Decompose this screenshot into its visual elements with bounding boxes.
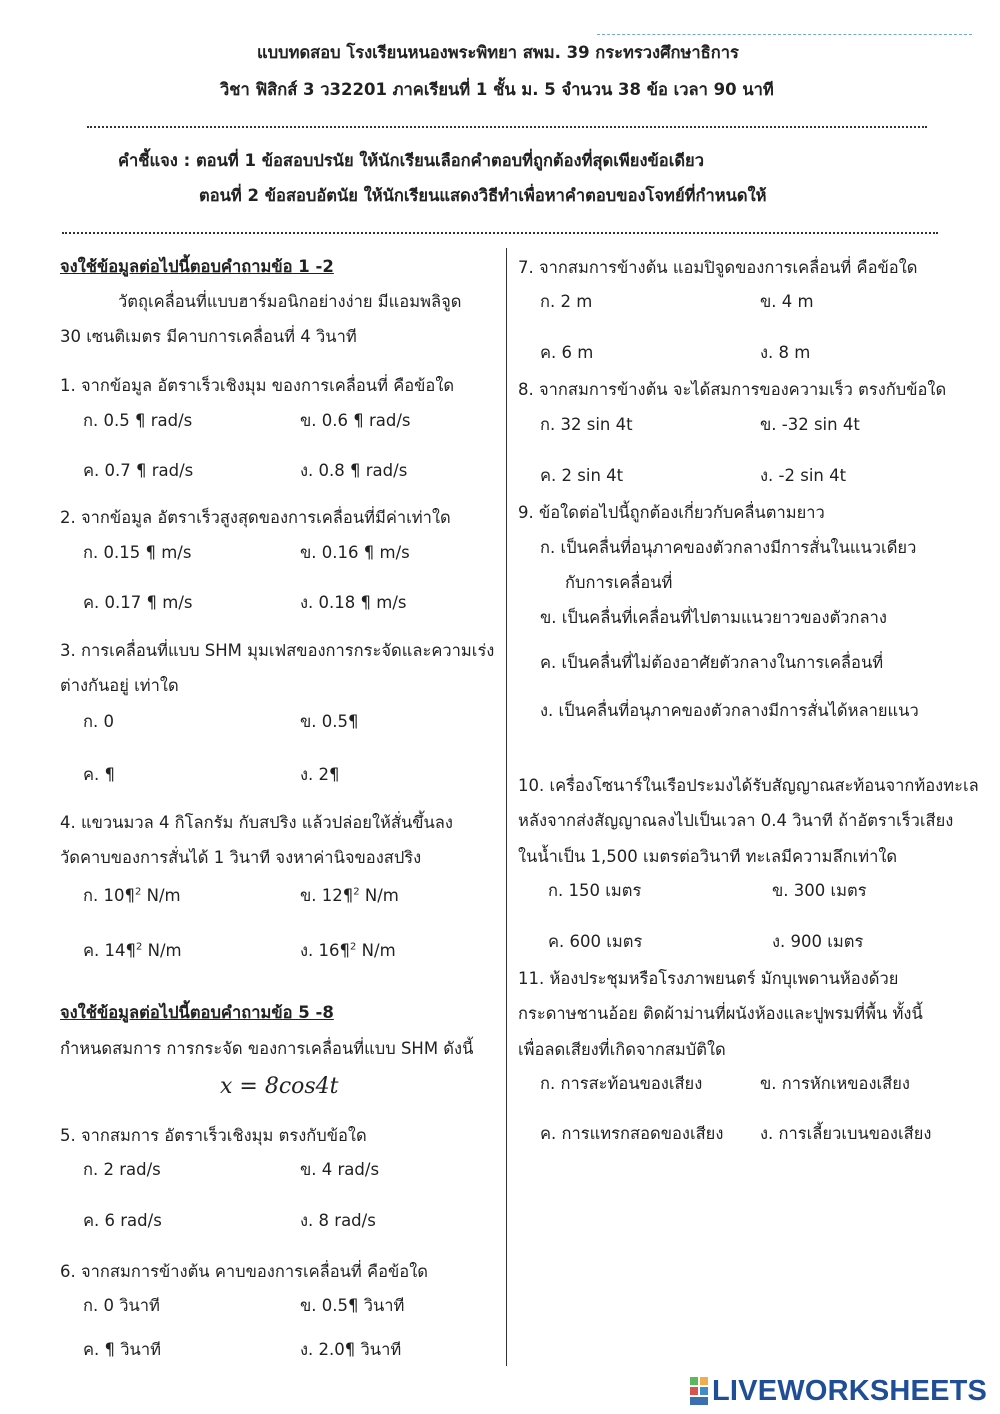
- q7-option-a[interactable]: ก. 2 m: [540, 292, 593, 311]
- section-info-line: 30 เซนติเมตร มีคาบการเคลื่อนที่ 4 วินาที: [60, 327, 357, 346]
- q1-option-a[interactable]: ก. 0.5 ¶ rad/s: [83, 411, 193, 430]
- q2-option-d[interactable]: ง. 0.18 ¶ m/s: [300, 593, 407, 612]
- question-4-cont: วัดคาบของการสั่นได้ 1 วินาที จงหาค่านิจของสปริง: [60, 848, 422, 867]
- question-5: 5. จากสมการ อัตราเร็วเชิงมุม ตรงกับข้อใด: [60, 1126, 367, 1145]
- section-title-1-2: จงใช้ข้อมูลต่อไปนี้ตอบคำถามข้อ 1 -2: [60, 257, 334, 276]
- q10-option-c[interactable]: ค. 600 เมตร: [548, 932, 643, 951]
- q11-option-d[interactable]: ง. การเลี้ยวเบนของเสียง: [760, 1124, 932, 1143]
- top-dashed-line: [597, 34, 972, 35]
- header-title: แบบทดสอบ โรงเรียนหนองพระพิทยา สพม. 39 กระทรวงศึกษาธิการ: [257, 43, 739, 62]
- question-4: 4. แขวนมวล 4 กิโลกรัม กับสปริง แล้วปล่อยให้สั่นขึ้นลง: [60, 813, 453, 832]
- q3-option-a[interactable]: ก. 0: [83, 712, 114, 731]
- q3-option-d[interactable]: ง. 2¶: [300, 765, 340, 784]
- section-title-5-8: จงใช้ข้อมูลต่อไปนี้ตอบคำถามข้อ 5 -8: [60, 1003, 334, 1022]
- q7-option-d[interactable]: ง. 8 m: [760, 343, 811, 362]
- q2-option-a[interactable]: ก. 0.15 ¶ m/s: [83, 543, 192, 562]
- section-info-line: กำหนดสมการ การกระจัด ของการเคลื่อนที่แบบ SHM ดังนี้: [60, 1039, 474, 1058]
- q9-option-d[interactable]: ง. เป็นคลื่นที่อนุภาคของตัวกลางมีการสั่นได้หลายแนว: [540, 701, 919, 720]
- question-7: 7. จากสมการข้างต้น แอมปิจูดของการเคลื่อนที่ คือข้อใด: [518, 258, 918, 277]
- question-3-cont: ต่างกันอยู่ เท่าใด: [60, 676, 179, 695]
- q2-option-b[interactable]: ข. 0.16 ¶ m/s: [300, 543, 410, 562]
- question-10: 10. เครื่องโซนาร์ในเรือประมงได้รับสัญญาณสะท้อนจากท้องทะเล: [518, 776, 979, 795]
- question-6: 6. จากสมการข้างต้น คาบของการเคลื่อนที่ คือข้อใด: [60, 1262, 428, 1281]
- q11-option-b[interactable]: ข. การหักเหของเสียง: [760, 1074, 910, 1093]
- question-8: 8. จากสมการข้างต้น จะได้สมการของความเร็ว ตรงกับข้อใด: [518, 380, 947, 399]
- divider-dotted: [87, 126, 927, 128]
- q1-option-d[interactable]: ง. 0.8 ¶ rad/s: [300, 461, 408, 480]
- q6-option-d[interactable]: ง. 2.0¶ วินาที: [300, 1340, 402, 1359]
- q10-option-a[interactable]: ก. 150 เมตร: [548, 881, 642, 900]
- question-9: 9. ข้อใดต่อไปนี้ถูกต้องเกี่ยวกับคลื่นตามยาว: [518, 503, 825, 522]
- question-10-cont: หลังจากส่งสัญญาณลงไปเป็นเวลา 0.4 วินาที ถ้าอัตราเร็วเสียง: [518, 811, 954, 830]
- q5-option-c[interactable]: ค. 6 rad/s: [83, 1211, 162, 1230]
- logo-text: LIVEWORKSHEETS: [712, 1374, 988, 1407]
- header-subtitle: วิชา ฟิสิกส์ 3 ว32201 ภาคเรียนที่ 1 ชั้น ม. 5 จำนวน 38 ข้อ เวลา 90 นาที: [220, 80, 774, 99]
- instructions-part1: คำชี้แจง : ตอนที่ 1 ข้อสอบปรนัย ให้นักเรียนเลือกคำตอบที่ถูกต้องที่สุดเพียงข้อเดียว: [118, 151, 704, 170]
- q8-option-b[interactable]: ข. -32 sin 4t: [760, 415, 860, 434]
- q1-option-b[interactable]: ข. 0.6 ¶ rad/s: [300, 411, 411, 430]
- question-3: 3. การเคลื่อนที่แบบ SHM มุมเฟสของการกระจัดและความเร่ง: [60, 641, 495, 660]
- q8-option-a[interactable]: ก. 32 sin 4t: [540, 415, 633, 434]
- question-11: 11. ห้องประชุมหรือโรงภาพยนตร์ มักบุเพดานห้องด้วย: [518, 969, 899, 988]
- q3-option-b[interactable]: ข. 0.5¶: [300, 712, 359, 731]
- question-10-cont: ในน้ำเป็น 1,500 เมตรต่อวินาที ทะเลมีความลึกเท่าใด: [518, 847, 898, 866]
- q10-option-d[interactable]: ง. 900 เมตร: [772, 932, 864, 951]
- q8-option-d[interactable]: ง. -2 sin 4t: [760, 466, 847, 485]
- q6-option-c[interactable]: ค. ¶ วินาที: [83, 1340, 161, 1359]
- formula: x = 8cos4t: [220, 1074, 339, 1099]
- q5-option-d[interactable]: ง. 8 rad/s: [300, 1211, 376, 1230]
- q4-option-c[interactable]: ค. 14¶$^2$ N/m: [83, 941, 182, 960]
- q9-option-a-cont[interactable]: กับการเคลื่อนที่: [565, 573, 673, 592]
- q2-option-c[interactable]: ค. 0.17 ¶ m/s: [83, 593, 193, 612]
- q9-option-c[interactable]: ค. เป็นคลื่นที่ไม่ต้องอาศัยตัวกลางในการเคลื่อนที่: [540, 653, 884, 672]
- q7-option-c[interactable]: ค. 6 m: [540, 343, 594, 362]
- column-divider: [506, 248, 507, 1366]
- q8-option-c[interactable]: ค. 2 sin 4t: [540, 466, 624, 485]
- question-11-cont: เพื่อลดเสียงที่เกิดจากสมบัติใด: [518, 1040, 726, 1059]
- q5-option-a[interactable]: ก. 2 rad/s: [83, 1160, 161, 1179]
- q1-option-c[interactable]: ค. 0.7 ¶ rad/s: [83, 461, 194, 480]
- q6-option-b[interactable]: ข. 0.5¶ วินาที: [300, 1296, 405, 1315]
- section-info-line: วัตถุเคลื่อนที่แบบฮาร์มอนิกอย่างง่าย มีแอมพลิจูด: [118, 292, 462, 311]
- liveworksheets-logo: [690, 1374, 987, 1408]
- q4-option-b[interactable]: ข. 12¶$^2$ N/m: [300, 886, 399, 905]
- liveworksheets-logo-icon: [690, 1377, 708, 1405]
- q3-option-c[interactable]: ค. ¶: [83, 765, 116, 784]
- instructions-part2: ตอนที่ 2 ข้อสอบอัตนัย ให้นักเรียนแสดงวิธีทำเพื่อหาคำตอบของโจทย์ที่กำหนดให้: [199, 186, 767, 205]
- q4-option-d[interactable]: ง. 16¶$^2$ N/m: [300, 941, 396, 960]
- q9-option-a[interactable]: ก. เป็นคลื่นที่อนุภาคของตัวกลางมีการสั่นในแนวเดียว: [540, 538, 917, 557]
- q11-option-a[interactable]: ก. การสะท้อนของเสียง: [540, 1074, 703, 1093]
- q9-option-b[interactable]: ข. เป็นคลื่นที่เคลื่อนที่ไปตามแนวยาวของตัวกลาง: [540, 608, 887, 627]
- q7-option-b[interactable]: ข. 4 m: [760, 292, 814, 311]
- question-11-cont: กระดาษชานอ้อย ติดผ้าม่านที่ผนังห้องและปูพรมที่พื้น ทั้งนี้: [518, 1004, 923, 1023]
- q6-option-a[interactable]: ก. 0 วินาที: [83, 1296, 160, 1315]
- q4-option-a[interactable]: ก. 10¶$^2$ N/m: [83, 886, 181, 905]
- q10-option-b[interactable]: ข. 300 เมตร: [772, 881, 867, 900]
- question-1: 1. จากข้อมูล อัตราเร็วเชิงมุม ของการเคลื่อนที่ คือข้อใด: [60, 376, 455, 395]
- q5-option-b[interactable]: ข. 4 rad/s: [300, 1160, 380, 1179]
- question-2: 2. จากข้อมูล อัตราเร็วสูงสุดของการเคลื่อนที่มีค่าเท่าใด: [60, 508, 451, 527]
- divider-dotted: [62, 232, 938, 234]
- q11-option-c[interactable]: ค. การแทรกสอดของเสียง: [540, 1124, 724, 1143]
